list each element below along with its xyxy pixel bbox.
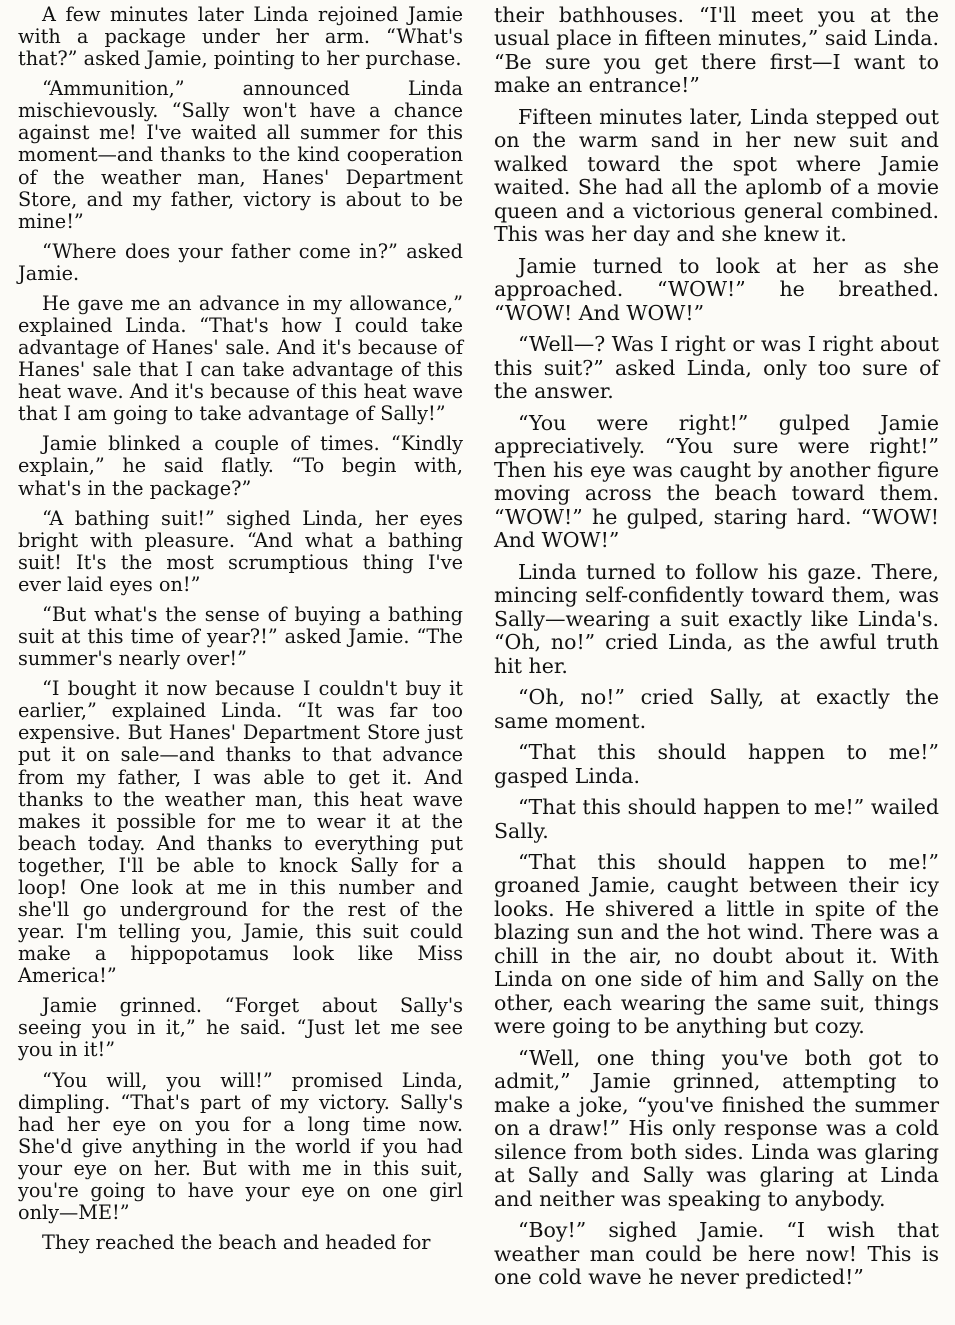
paragraph: “Boy!” sighed Jamie. “I wish that weather man could be here now! This is one cold wave he never predicted!” (494, 1218, 939, 1290)
right-column (494, 4, 939, 1298)
paragraph: Fifteen minutes later, Linda stepped out on the warm sand in her new suit and walked toward the spot where Jamie waited. She had all the aplomb of a movie queen and a victorious general combined. This was her day and she knew it. (494, 104, 939, 247)
paragraph: He gave me an advance in my allowance,” explained Linda. “That's how I could take advantage of Hanes' sale. And it's because of Hanes' sale that I can take advantage of this heat wave. And it's because of this heat wave that I am going to take advantage of Sally!” (18, 291, 463, 426)
paragraph: “You were right!” gulped Jamie appreciatively. “You sure were right!” Then his eye was caught by another figure moving across the beach toward them. “WOW!” he gulped, staring hard. “WOW! And WOW!” (494, 410, 939, 553)
paragraph: They reached the beach and headed for (42, 1231, 431, 1255)
paragraph: “You will, you will!” promised Linda, dimpling. “That's part of my victory. Sally's had her eye on you for a long time now. She'd give anything in the world if you had your eye on her. But with me in this suit, you're going to have your eye on one girl only—ME!” (18, 1068, 463, 1224)
paragraph: “I bought it now because I couldn't buy it earlier,” explained Linda. “It was far too expensive. But Hanes' Department Store just put it on sale—and thanks to that advance from my father, I was able to get it. And thanks to the weather man, this heat wave makes it possible for me to wear it at the beach today. And thanks to everything put together, I'll be able to knock Sally for a loop! One look at me in this number and she'll go underground for the rest of the year. I'm telling you, Jamie, this suit could make a hippopotamus look like Miss America!” (18, 677, 463, 988)
paragraph: “That this should happen to me!” wailed Sally. (494, 795, 939, 843)
paragraph: Linda turned to follow his gaze. There, mincing self-confidently toward them, was Sally—wearing a suit exactly like Linda's. “Oh, no!” cried Linda, as the awful truth hit her. (494, 559, 939, 678)
paragraph: “That this should happen to me!” gasped Linda. (494, 740, 939, 788)
paragraph: “Where does your father come in?” asked Jamie. (18, 239, 463, 285)
paragraph: “But what's the sense of buying a bathing suit at this time of year?!” asked Jamie. “The summer's nearly over!” (18, 602, 463, 671)
paragraph: Jamie blinked a couple of times. “Kindly explain,” he said flatly. “To begin with, what's in the package?” (18, 432, 463, 500)
paragraph: “Well, one thing you've both got to admit,” Jamie grinned, attempting to make a joke, “you've finished the summer on a draw!” His only response was a cold silence from both sides. Linda was glaring at Sally and Sally was glaring at Linda and neither was speaking to anybody. (494, 1045, 939, 1211)
paragraph: “That this should happen to me!” groaned Jamie, caught between their icy looks. He shivered a little in spite of the blazing sun and the hot wind. There was a chill in the air, no doubt about it. With Linda on one side of him and Sally on the other, each wearing the same suit, things were going to be anything but cozy. (494, 849, 939, 1039)
paragraph: Jamie grinned. “Forget about Sally's seeing you in it,” he said. “Just let me see you in it!” (18, 994, 463, 1062)
paragraph: “Ammunition,” announced Linda mischievously. “Sally won't have a chance against me! I've waited all summer for this moment—and thanks to the kind cooperation of the weather man, Hanes' Department Store, and my father, victory is about to be mine!” (18, 77, 463, 233)
paragraph: “A bathing suit!” sighed Linda, her eyes bright with pleasure. “And what a bathing suit! It's the most scrumptious thing I've ever laid eyes on!” (18, 506, 463, 596)
paragraph: A few minutes later Linda rejoined Jamie with a package under her arm. “What's that?” asked Jamie, pointing to her purchase. (18, 3, 463, 71)
paragraph: “Well—? Was I right or was I right about this suit?” asked Linda, only too sure of the answer. (494, 332, 939, 404)
left-column (18, 4, 463, 1262)
paragraph: “Oh, no!” cried Sally, at exactly the same moment. (494, 685, 939, 733)
paragraph-continued: their bathhouses. “I'll meet you at the usual place in fifteen minutes,” said Linda. “Be sure you get there first—I want to make an entrance!” (494, 3, 939, 98)
paragraph: Jamie turned to look at her as she approached. “WOW!” he breathed. “WOW! And WOW!” (494, 253, 939, 325)
